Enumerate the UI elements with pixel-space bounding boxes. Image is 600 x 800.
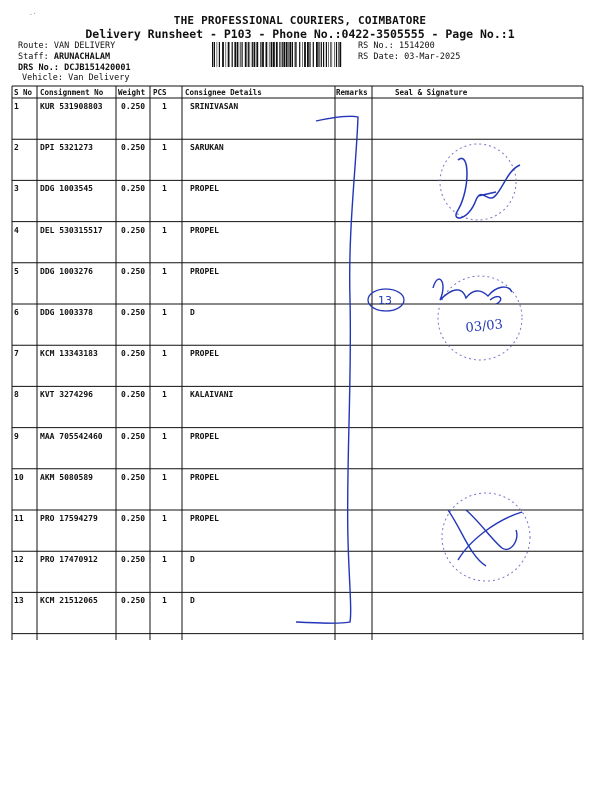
- row-pcs: 1: [162, 184, 167, 194]
- row-sno: 10: [14, 472, 24, 482]
- row-consignee: SRINIVASAN: [190, 102, 239, 111]
- staff-line: [18, 52, 110, 63]
- col-header-seal-signature: Seal & Signature: [395, 88, 468, 97]
- row-weight: 0.250: [121, 472, 146, 482]
- drs-value: DCJB151420001: [64, 63, 131, 73]
- stamp-2: [438, 276, 522, 360]
- route-value: VAN DELIVERY: [53, 41, 116, 51]
- vehicle-label: Vehicle:: [22, 73, 63, 83]
- row-weight: 0.250: [121, 390, 146, 400]
- row-consignee: PROPEL: [190, 349, 219, 359]
- row-consignment-no: MAA 705542460: [40, 431, 103, 441]
- row-consignment-no: PRO 17594279: [40, 514, 98, 523]
- row-pcs: 1: [162, 308, 167, 317]
- row-sno: 1: [14, 102, 19, 111]
- route-line: [18, 41, 115, 52]
- staff-label: Staff:: [18, 52, 49, 62]
- row-consignment-no: DPI 5321273: [40, 143, 93, 153]
- row-consignment-no: DEL 530315517: [40, 225, 103, 235]
- runsheet-title: Delivery Runsheet - P103 - Phone No.:0422-3505555 - Page No.:1: [85, 27, 515, 41]
- row-consignee: PROPEL: [190, 184, 219, 194]
- signature-date: 03/03: [464, 317, 504, 336]
- row-weight: 0.250: [121, 143, 146, 153]
- row-pcs: 1: [162, 555, 167, 565]
- row-pcs: 1: [162, 143, 167, 153]
- col-header-pcs: PCS: [153, 88, 167, 97]
- vehicle-value: Van Delivery: [68, 73, 130, 83]
- col-header-remarks: Remarks: [336, 88, 368, 97]
- row-sno: 9: [14, 431, 19, 441]
- row-weight: 0.250: [121, 349, 146, 359]
- route-label: Route:: [18, 41, 49, 51]
- row-weight: 0.250: [121, 431, 146, 441]
- row-sno: 8: [14, 390, 19, 400]
- row-pcs: 1: [162, 472, 167, 482]
- row-sno: 6: [14, 308, 19, 317]
- row-pcs: 1: [162, 390, 167, 400]
- row-weight: 0.250: [121, 266, 146, 276]
- row-consignment-no: PRO 17470912: [40, 555, 98, 565]
- row-sno: 12: [14, 555, 24, 565]
- row-consignee: D: [190, 308, 195, 317]
- row-consignee: PROPEL: [190, 266, 219, 276]
- vehicle-line: [22, 73, 130, 84]
- row-weight: 0.250: [121, 596, 146, 606]
- row-pcs: 1: [162, 225, 167, 235]
- row-pcs: 1: [162, 349, 167, 359]
- signature-3: [448, 510, 522, 566]
- row-sno: 3: [14, 184, 19, 194]
- row-consignment-no: DDG 1003276: [40, 266, 93, 276]
- rs-no-value: 1514200: [398, 41, 435, 51]
- row-consignee: SARUKAN: [190, 143, 224, 153]
- rs-no-label: RS No.:: [358, 41, 394, 51]
- stamp-1: [440, 144, 516, 220]
- row-sno: 2: [14, 143, 19, 153]
- row-consignee: KALAIVANI: [190, 390, 234, 400]
- row-consignment-no: KUR 531908803: [40, 102, 103, 111]
- rs-date-label: RS Date:: [358, 52, 399, 62]
- barcode: [212, 42, 344, 67]
- row-consignment-no: KVT 3274296: [40, 390, 93, 400]
- rs-no-line: [358, 41, 435, 52]
- remarks-note: 13: [378, 294, 392, 307]
- drs-label: DRS No.:: [18, 63, 59, 73]
- row-pcs: 1: [162, 514, 167, 523]
- signature-1: [456, 158, 520, 218]
- row-weight: 0.250: [121, 308, 146, 317]
- remarks-circle-mark: [368, 289, 404, 311]
- row-consignee: D: [190, 555, 195, 565]
- row-weight: 0.250: [121, 102, 146, 111]
- row-consignee: D: [190, 596, 195, 606]
- row-pcs: 1: [162, 431, 167, 441]
- row-sno: 4: [14, 225, 19, 235]
- row-consignee: PROPEL: [190, 514, 219, 523]
- row-sno: 7: [14, 349, 19, 359]
- row-weight: 0.250: [121, 514, 146, 523]
- row-consignee: PROPEL: [190, 431, 219, 441]
- col-header-consignment: Consignment No: [40, 88, 104, 97]
- stamp-3: [442, 493, 530, 581]
- rs-date-value: 03-Mar-2025: [404, 52, 461, 62]
- staff-value: ARUNACHALAM: [53, 52, 111, 62]
- row-weight: 0.250: [121, 184, 146, 194]
- company-title: THE PROFESSIONAL COURIERS, COIMBATORE: [173, 14, 427, 27]
- row-consignee: PROPEL: [190, 472, 219, 482]
- row-consignment-no: DDG 1003545: [40, 184, 93, 194]
- col-header-weight: Weight: [118, 88, 146, 97]
- row-sno: 13: [14, 596, 24, 606]
- row-consignment-no: KCM 13343183: [40, 349, 98, 359]
- row-consignment-no: KCM 21512065: [40, 596, 98, 606]
- row-pcs: 1: [162, 266, 167, 276]
- rs-date-line: [358, 52, 460, 63]
- row-consignment-no: DDG 1003378: [40, 308, 93, 317]
- signature-2: [433, 279, 512, 304]
- corner-mark: ⁻´: [29, 13, 37, 20]
- row-consignee: PROPEL: [190, 225, 219, 235]
- row-sno: 11: [14, 514, 24, 523]
- row-weight: 0.250: [121, 225, 146, 235]
- row-pcs: 1: [162, 102, 167, 111]
- row-consignment-no: AKM 5080589: [40, 472, 93, 482]
- row-sno: 5: [14, 266, 19, 276]
- col-header-consignee: Consignee Details: [185, 88, 262, 97]
- remarks-bracket-mark: [296, 116, 358, 623]
- row-pcs: 1: [162, 596, 167, 606]
- row-weight: 0.250: [121, 555, 146, 565]
- col-header-sno: S No: [14, 88, 33, 97]
